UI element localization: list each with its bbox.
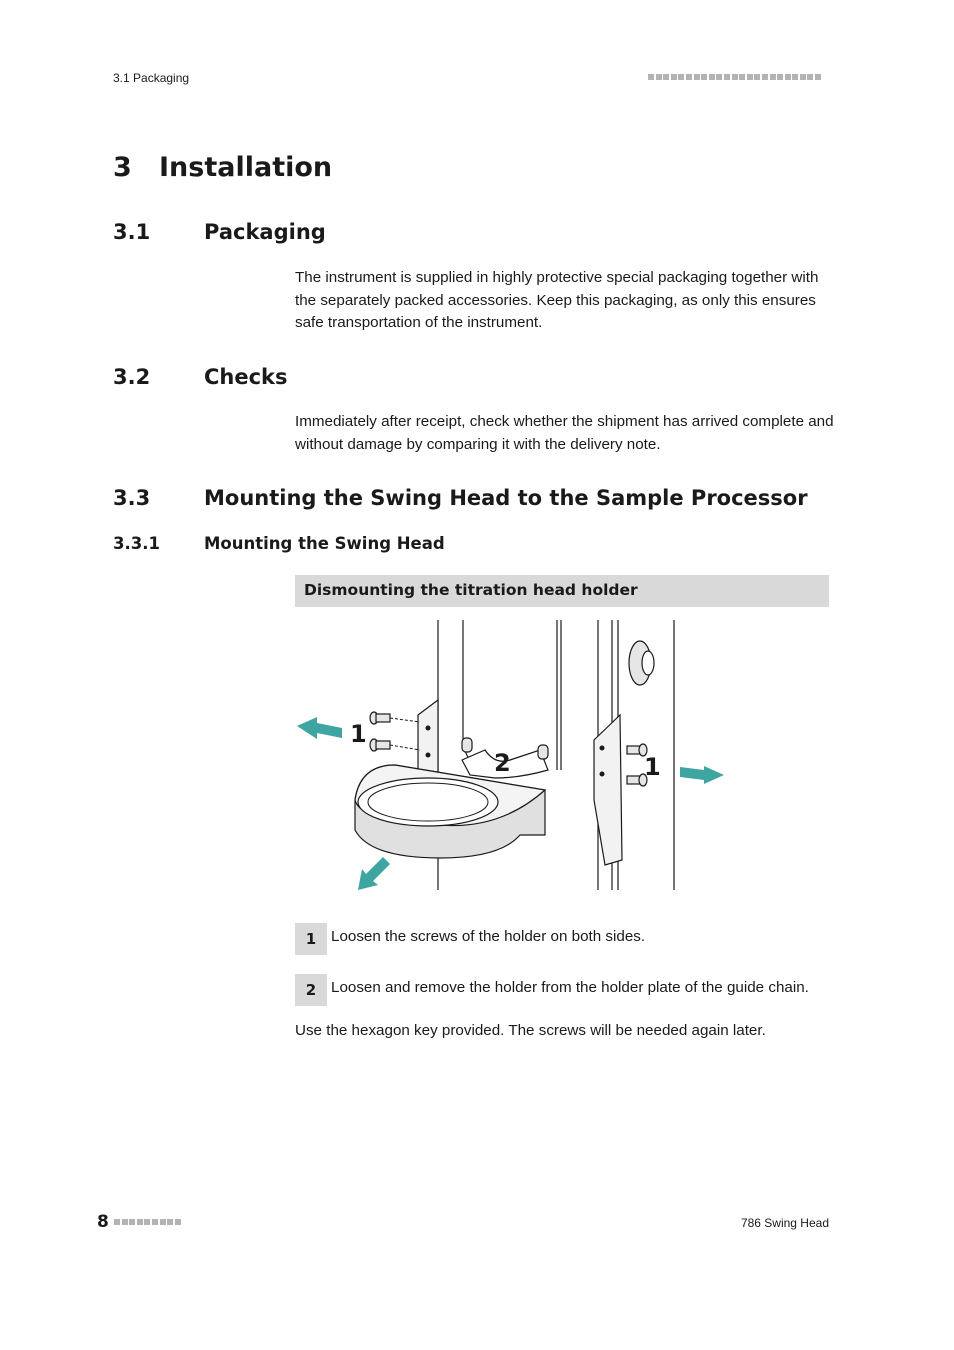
dot xyxy=(144,1219,150,1225)
dot xyxy=(716,74,722,80)
dot xyxy=(815,74,821,80)
dot xyxy=(686,74,692,80)
step-text: Loosen and remove the holder from the holder plate of the guide chain. xyxy=(331,979,809,996)
dot xyxy=(671,74,677,80)
dot xyxy=(663,74,669,80)
section-number: 3.1 xyxy=(113,220,151,244)
dot xyxy=(152,1219,158,1225)
dot xyxy=(807,74,813,80)
callout-1-right: 1 xyxy=(644,753,661,781)
section-number: 3.2 xyxy=(113,365,151,389)
chapter-title-text: Installation xyxy=(159,152,333,183)
dot xyxy=(656,74,662,80)
running-head: 3.1 Packaging xyxy=(113,71,190,85)
swing-head-holder-illustration xyxy=(290,615,740,900)
subsection-title: Mounting the Swing Head xyxy=(204,534,445,553)
section-title: Packaging xyxy=(204,220,326,244)
dot xyxy=(709,74,715,80)
callout-2: 2 xyxy=(494,749,511,777)
step-1 xyxy=(295,923,855,955)
section-heading-mounting xyxy=(113,486,808,510)
step-text: Loosen the screws of the holder on both sides. xyxy=(331,928,646,945)
dot xyxy=(167,1219,173,1225)
dot xyxy=(114,1219,120,1225)
arrow-down-left-icon xyxy=(358,857,390,890)
arrow-right-icon xyxy=(680,766,724,784)
subsection-heading xyxy=(113,534,445,553)
arrow-left-icon xyxy=(297,717,342,739)
decorative-dots-bottom xyxy=(114,1219,182,1238)
checks-paragraph: Immediately after receipt, check whether the shipment has arrived complete and without damage by comparing it with the delivery note. xyxy=(295,413,834,453)
dot xyxy=(701,74,707,80)
section-heading-checks xyxy=(113,365,288,389)
section-title: Mounting the Swing Head to the Sample Processor xyxy=(204,486,808,510)
dot xyxy=(792,74,798,80)
dot xyxy=(777,74,783,80)
dot xyxy=(678,74,684,80)
dot xyxy=(754,74,760,80)
dot xyxy=(724,74,730,80)
dot xyxy=(694,74,700,80)
dot xyxy=(800,74,806,80)
chapter-title xyxy=(113,152,332,183)
dot xyxy=(762,74,768,80)
section-heading-packaging xyxy=(113,220,326,244)
callout-1-left: 1 xyxy=(350,720,367,748)
figure-caption: Dismounting the titration head holder xyxy=(295,575,829,607)
dot xyxy=(160,1219,166,1225)
footer-product: 786 Swing Head xyxy=(740,1216,829,1230)
dot xyxy=(648,74,654,80)
dot xyxy=(129,1219,135,1225)
chapter-number: 3 xyxy=(113,152,132,183)
dot xyxy=(747,74,753,80)
dot xyxy=(785,74,791,80)
note-paragraph: Use the hexagon key provided. The screws will be needed again later. xyxy=(295,1022,766,1039)
dot xyxy=(732,74,738,80)
packaging-paragraph: The instrument is supplied in highly protective special packaging together with the separately packed accessories. Keep this packaging, as only this ensures safe transportation of the instrument. xyxy=(295,269,819,331)
dot xyxy=(137,1219,143,1225)
decorative-dots-top xyxy=(648,74,823,93)
subsection-number: 3.3.1 xyxy=(113,534,160,553)
dot xyxy=(175,1219,181,1225)
page-number: 8 xyxy=(97,1212,109,1232)
step-number: 1 xyxy=(295,923,327,955)
dot xyxy=(770,74,776,80)
dot xyxy=(739,74,745,80)
section-number: 3.3 xyxy=(113,486,151,510)
section-title: Checks xyxy=(204,365,288,389)
dot xyxy=(122,1219,128,1225)
step-number: 2 xyxy=(295,974,327,1006)
step-2 xyxy=(295,974,855,1006)
